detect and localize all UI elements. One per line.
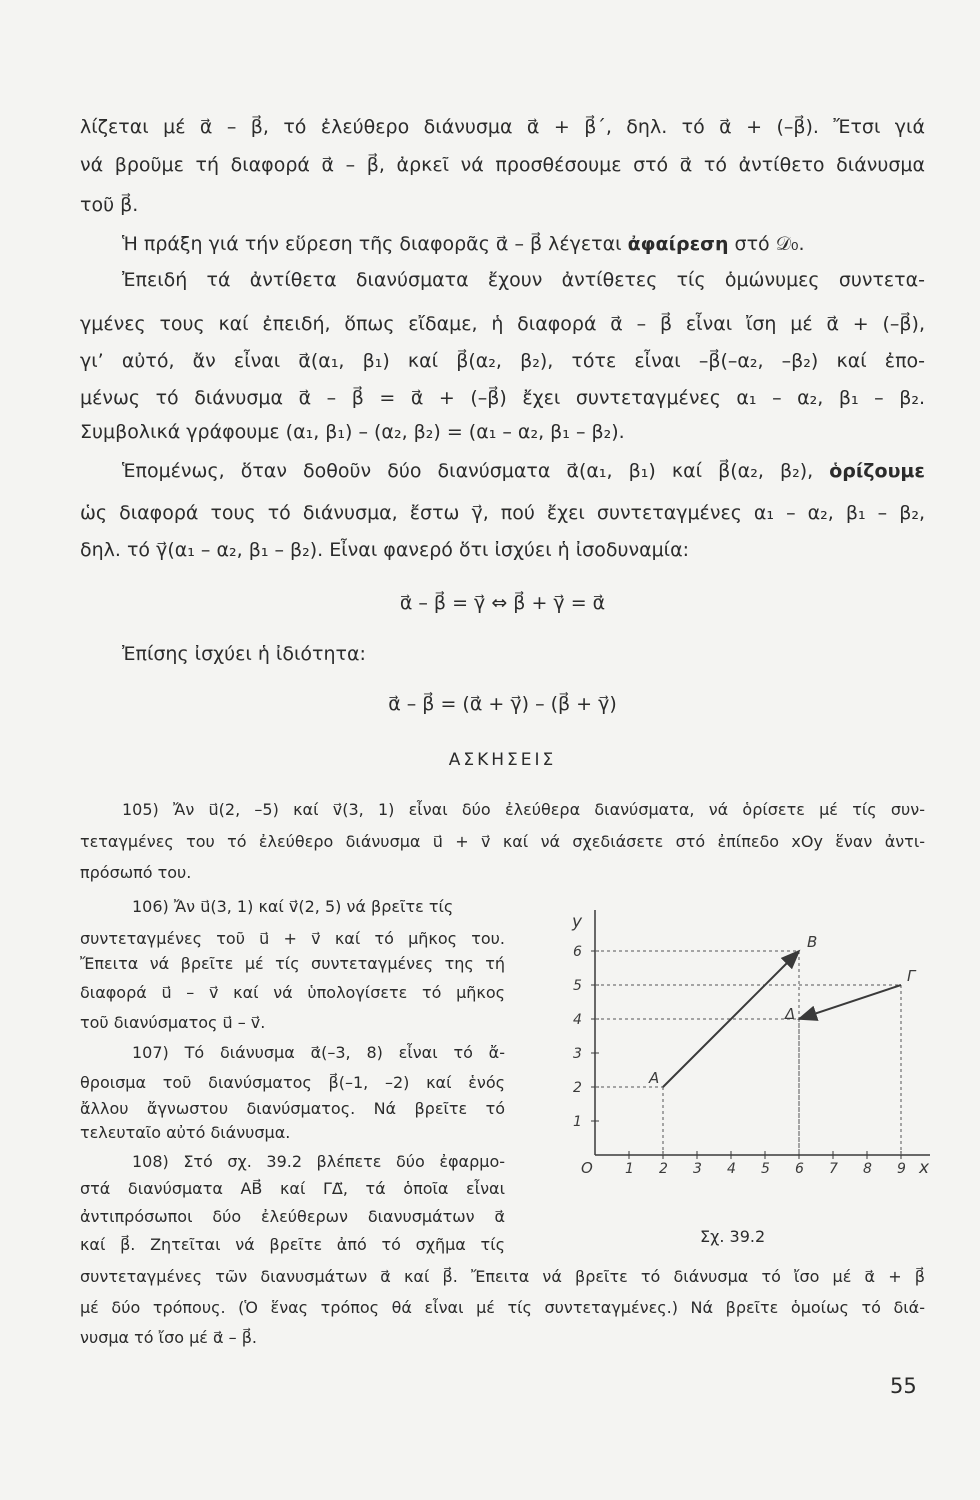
definition-prefix: Ἡ πράξη γιά τήν εὕρεση τῆς διαφορᾶς α⃗ – β⃗ λέγεται [122, 233, 622, 255]
x-tick-label: 9 [897, 1161, 906, 1177]
y-tick-label: 5 [573, 978, 582, 994]
definition-line [122, 232, 925, 256]
definition-term: ἀφαίρεση [627, 233, 729, 255]
equation-property: α⃗ – β⃗ = (α⃗ + γ⃗) – (β⃗ + γ⃗) [388, 693, 617, 715]
vector-ab [663, 951, 799, 1087]
origin-label: O [581, 1159, 593, 1177]
text-line: μένως τό διάνυσμα α⃗ – β⃗ = α⃗ + (–β⃗) ἔχει συντεταγμένες α₁ – α₂, β₁ – β₂. [80, 387, 925, 409]
x-tick-label: 8 [863, 1161, 872, 1177]
exercise-108-line: νυσμα τό ἴσο μέ α⃗ – β⃗. [80, 1328, 258, 1347]
text-line: Συμβολικά γράφουμε (α₁, β₁) – (α₂, β₂) = (α₁ – α₂, β₁ – β₂). [80, 421, 625, 443]
y-tick-label: 6 [573, 944, 582, 960]
definition-suffix: στό 𝒟₀. [734, 233, 805, 255]
point-label-gamma: Γ [907, 967, 916, 985]
x-tick-label: 3 [693, 1161, 702, 1177]
exercise-106-line: 106) Ἄν u⃗(3, 1) καί v⃗(2, 5) νά βρεῖτε τίς [132, 897, 454, 916]
dashed-guides [595, 951, 901, 1155]
definition-text: Ἑπομένως, ὅταν δοθοῦν δύο διανύσματα α⃗(α₁, β₁) καί β⃗(α₂, β₂), [122, 460, 814, 482]
text-line: ὡς διαφορά τους τό διάνυσμα, ἔστω γ⃗, πού ἔχει συντεταγμένες α₁ – α₂, β₁ – β₂, [80, 502, 925, 524]
exercise-108-line: 108) Στό σχ. 39.2 βλέπετε δύο ἐφαρμο- [132, 1152, 505, 1171]
vector-gamma-delta [799, 985, 901, 1019]
figure-39-2 [535, 905, 935, 1225]
x-axis-label: x [919, 1158, 930, 1178]
text-line: τοῦ β⃗. [80, 194, 139, 216]
point-label-b: B [807, 933, 818, 951]
exercise-107-line: 107) Τό διάνυσμα α⃗(–3, 8) εἶναι τό ἄ- [132, 1043, 505, 1062]
y-tick-label: 2 [573, 1080, 582, 1096]
text-line: γι’ αὐτό, ἄν εἶναι α⃗(α₁, β₁) καί β⃗(α₂, β₂), τότε εἶναι –β⃗(–α₂, –β₂) καί ἐπο- [80, 350, 925, 372]
point-label-a: A [649, 1069, 660, 1087]
exercise-106-line: διαφορά u⃗ – v⃗ καί νά ὑπολογίσετε τό μῆκος [80, 983, 505, 1002]
exercise-107-line: θροισμα τοῦ διανύσματος β⃗(–1, –2) καί ἑνός [80, 1073, 505, 1092]
exercise-107-line: τελευταῖο αὐτό διάνυσμα. [80, 1123, 291, 1142]
y-tick-label: 3 [573, 1046, 582, 1062]
y-tick-label: 4 [573, 1012, 582, 1028]
page-number: 55 [890, 1374, 917, 1398]
text-line: δηλ. τό γ⃗(α₁ – α₂, β₁ – β₂). Εἶναι φανερό ὅτι ἰσχύει ἡ ἰσοδυναμία: [80, 539, 690, 561]
x-tick-label: 6 [795, 1161, 804, 1177]
text-line: Ἐπειδή τά ἀντίθετα διανύσματα ἔχουν ἀντίθετες τίς ὁμώνυμες συντετα- [122, 269, 925, 291]
definition-line [122, 459, 925, 483]
text-line: λίζεται μέ α⃗ – β⃗, τό ἐλεύθερο διάνυσμα α⃗ + β⃗΄, δηλ. τό α⃗ + (–β⃗). Ἔτσι γιά [80, 116, 925, 138]
exercise-105-line: πρόσωπό του. [80, 863, 192, 882]
exercise-106-line: συντεταγμένες τοῦ u⃗ + v⃗ καί τό μῆκος του. [80, 929, 505, 948]
exercise-108-line: συντεταγμένες τῶν διανυσμάτων α⃗ καί β⃗. Ἔπειτα νά βρεῖτε τό διάνυσμα τό ἴσο μέ α⃗ + β⃗ [80, 1267, 925, 1286]
exercise-107-line: ἄλλου ἄγνωστου διανύσματος. Νά βρεῖτε τό [80, 1099, 505, 1118]
point-label-delta: Δ [785, 1005, 796, 1023]
text-line: Ἐπίσης ἰσχύει ἡ ἰδιότητα: [122, 643, 366, 665]
x-tick-label: 5 [761, 1161, 770, 1177]
x-tick-label: 1 [625, 1161, 634, 1177]
exercise-105-line: τεταγμένες του τό ἐλεύθερο διάνυσμα u⃗ + v⃗ καί νά σχεδιάσετε στό ἐπίπεδο xOy ἕναν ἀντι- [80, 832, 926, 851]
exercise-105-line: 105) Ἄν u⃗(2, –5) καί v⃗(3, 1) εἶναι δύο ἐλεύθερα διανύσματα, νά ὁρίσετε μέ τίς συν- [122, 800, 925, 819]
text-line: γμένες τους καί ἐπειδή, ὅπως εἴδαμε, ἡ διαφορά α⃗ – β⃗ εἶναι ἴση μέ α⃗ + (–β⃗), [80, 313, 925, 335]
exercise-108-line: ἀντιπρόσωποι δύο ἐλεύθερων διανυσμάτων α⃗ [80, 1207, 505, 1226]
x-tick-label: 4 [727, 1161, 736, 1177]
equation-equivalence: α⃗ – β⃗ = γ⃗ ⇔ β⃗ + γ⃗ = α⃗ [399, 592, 606, 614]
exercise-106-line: Ἔπειτα νά βρεῖτε μέ τίς συντεταγμένες της τή [80, 954, 505, 973]
y-axis-label: y [572, 912, 583, 932]
exercise-108-line: καί β⃗. Ζητεῖται νά βρεῖτε ἀπό τό σχῆμα τίς [80, 1235, 505, 1254]
exercise-106-line: τοῦ διανύσματος u⃗ – v⃗. [80, 1013, 266, 1032]
exercise-108-line: μέ δύο τρόπους. (Ὁ ἕνας τρόπος θά εἶναι μέ τίς συντεταγμένες.) Νά βρεῖτε ὁμοίως τό διά- [80, 1298, 925, 1317]
x-tick-label: 2 [659, 1161, 668, 1177]
figure-caption: Σχ. 39.2 [700, 1227, 766, 1246]
exercises-heading: ΑΣΚΗΣΕΙΣ [448, 750, 557, 770]
x-tick-label: 7 [829, 1161, 838, 1177]
text-line: νά βροῦμε τή διαφορά α⃗ – β⃗, ἀρκεῖ νά προσθέσουμε στό α⃗ τό ἀντίθετο διάνυσμα [80, 154, 925, 176]
exercise-108-line: στά διανύσματα AB⃗ καί ΓΔ⃗, τά ὁποῖα εἶναι [80, 1179, 505, 1198]
definition-term: ὁρίζουμε [829, 460, 925, 482]
y-tick-label: 1 [573, 1114, 582, 1130]
